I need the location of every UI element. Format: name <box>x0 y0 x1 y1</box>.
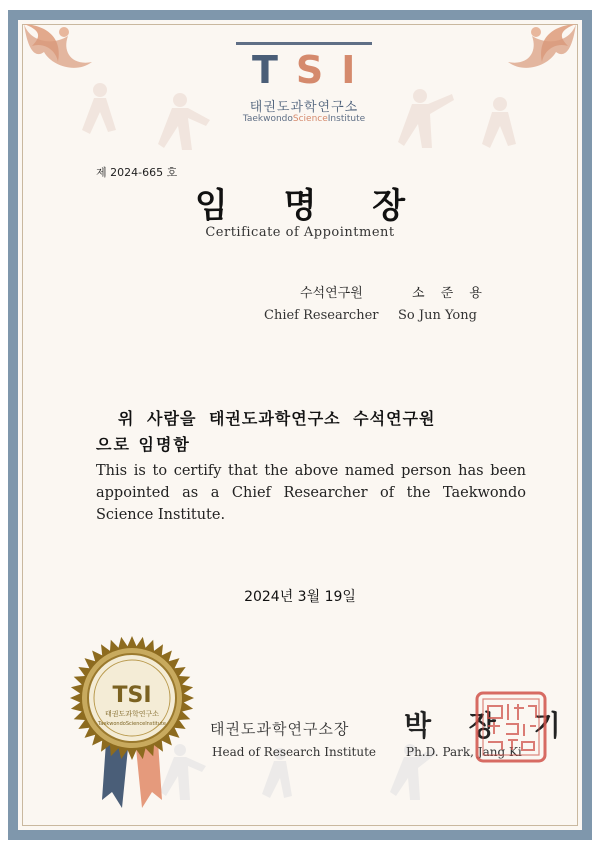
issue-date: 2024년 3월 19일 <box>244 589 356 605</box>
logo-top-bar <box>236 42 372 45</box>
seal-letters: TSI <box>112 683 152 708</box>
seal-name-english: TaekwondoScienceInstitute <box>98 721 166 727</box>
seal-name-korean: 태권도과학연구소 <box>104 710 160 718</box>
appointee-name-korean: 소 준 용 <box>412 286 488 301</box>
certificate-title-english: Certificate of Appointment <box>205 225 395 240</box>
logo-name-en-prefix: Taekwondo <box>242 114 293 124</box>
logo-name-en-suffix: Institute <box>327 114 366 124</box>
issuer-title-english: Head of Research Institute <box>212 745 377 759</box>
issuer-signature-name-korean: 박 장 기 <box>404 709 575 742</box>
body-text-korean-line1: 위 사람을 태권도과학연구소 수석연구원 <box>118 409 436 428</box>
issuer-title-korean: 태권도과학연구소장 <box>210 720 350 738</box>
official-red-stamp-icon <box>474 690 548 764</box>
logo-name-korean: 태권도과학연구소 <box>249 100 359 115</box>
body-text-korean-line2: 으로 임명함 <box>96 435 191 454</box>
logo-letter-s: S <box>295 48 342 92</box>
tsi-logo <box>236 50 372 90</box>
appointee-position-korean: 수석연구원 <box>300 286 363 301</box>
body-text-english: This is to certify that the above named person has been appointed as a Chief Researcher of the Taekwondo Science Institute. <box>96 463 526 523</box>
gold-seal-icon <box>66 632 198 808</box>
certificate-title-korean: 임 명 장 <box>194 186 428 226</box>
logo-name-english <box>230 114 378 124</box>
logo-letter-t: T <box>252 48 296 92</box>
logo-letter-i: I <box>341 48 374 92</box>
appointee-name-english: So Jun Yong <box>398 308 477 323</box>
certificate-number: 제 2024-665 호 <box>96 166 178 179</box>
appointee-position-english: Chief Researcher <box>264 308 379 323</box>
logo-name-en-accent: Science <box>292 114 328 124</box>
issuer-signature-name-english: Ph.D. Park, Jang Ki <box>406 745 522 759</box>
